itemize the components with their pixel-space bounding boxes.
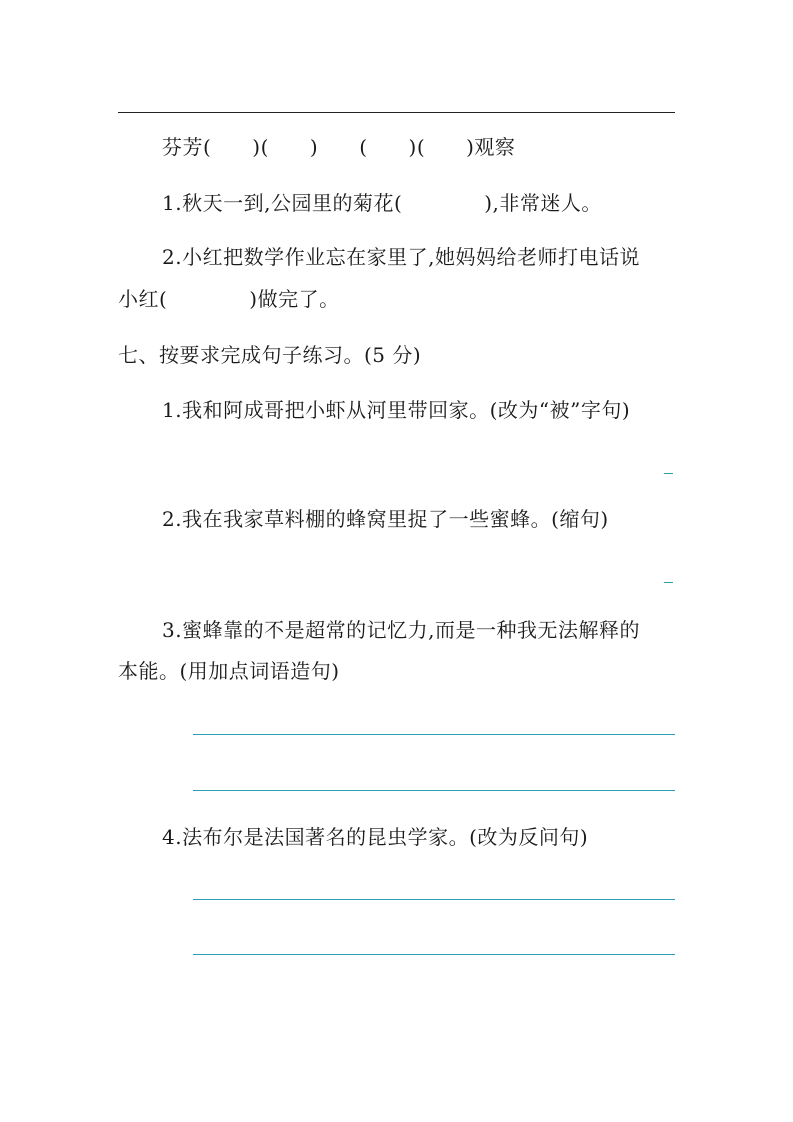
header-rule <box>118 112 675 113</box>
exercise-2-prompt: 2.我在我家草料棚的蜂窝里捉了一些蜜蜂。(缩句) <box>162 507 609 531</box>
exercise-4-answer-line-1[interactable] <box>193 899 675 900</box>
question-1-sentence: 1.秋天一到,公园里的菊花( ),非常迷人。 <box>162 191 602 215</box>
exercise-4-answer-line-2[interactable] <box>193 954 675 955</box>
exercise-3-answer-line-2[interactable] <box>193 790 675 791</box>
word-blank-row: 芬芳( )( ) ( )( )观察 <box>162 135 516 159</box>
exercise-4-prompt: 4.法布尔是法国著名的昆虫学家。(改为反问句) <box>162 825 589 849</box>
section-7-heading: 七、按要求完成句子练习。(5 分) <box>118 343 422 367</box>
exercise-3-prompt-part2: 本能。(用加点词语造句) <box>118 659 340 683</box>
exercise-2-answer-line[interactable] <box>664 582 673 583</box>
exercise-3-answer-line-1[interactable] <box>193 734 675 735</box>
exercise-1-answer-line[interactable] <box>664 473 673 474</box>
exercise-1-prompt: 1.我和阿成哥把小虾从河里带回家。(改为“被”字句) <box>162 398 631 422</box>
exercise-3-prompt-part1: 3.蜜蜂靠的不是超常的记忆力,而是一种我无法解释的 <box>162 618 640 642</box>
question-2-sentence-part2: 小红( )做完了。 <box>118 287 340 311</box>
question-2-sentence-part1: 2.小红把数学作业忘在家里了,她妈妈给老师打电话说 <box>162 245 640 269</box>
